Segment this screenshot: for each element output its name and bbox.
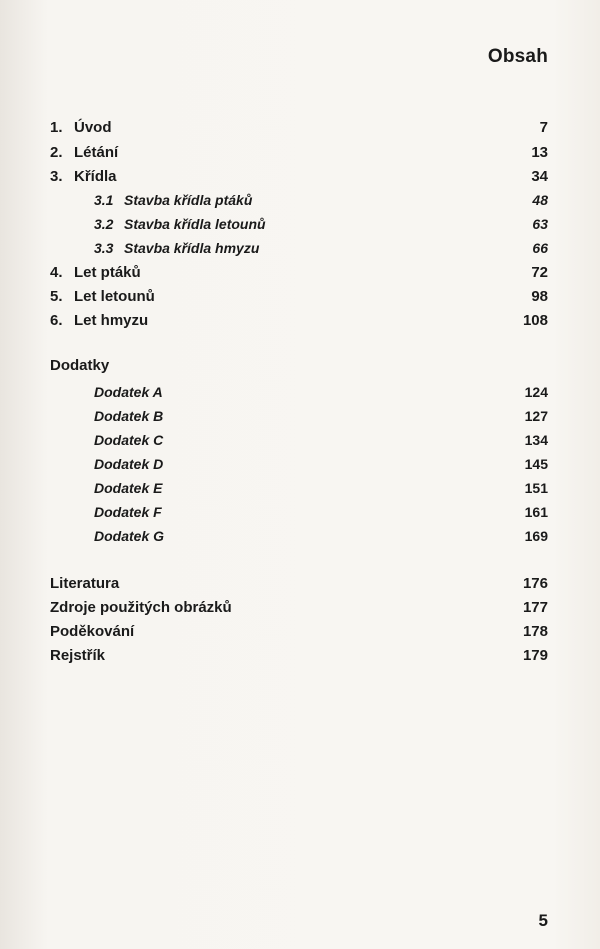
page-number: 72 [531,263,548,281]
toc-entry-section-3-1 [50,189,548,211]
chapter-number: 1. [50,118,63,136]
entry-label: Rejstřík [50,646,106,664]
appendix-label: Dodatek G [94,528,165,544]
chapter-label: Let letounů [74,287,155,305]
toc-entry-chapter-6 [50,309,548,331]
page-number: 66 [532,240,548,256]
toc-entry-chapter-1 [50,116,548,138]
page-number: 48 [532,192,548,208]
chapter-label: Let ptáků [74,263,141,281]
chapter-number: 6. [50,311,63,329]
toc-entry-appendix-f [50,501,548,523]
page-number: 98 [531,287,548,305]
chapter-label: Létání [74,143,119,161]
entry-label: Zdroje použitých obrázků [50,598,232,616]
page-number: 34 [531,167,548,185]
toc-entry-section-3-3 [50,237,548,259]
section-number: 3.3 [94,240,114,256]
appendix-label: Dodatek A [94,384,163,400]
page-number: 177 [522,598,548,616]
entry-label: Poděkování [50,622,135,640]
page-number: 178 [522,622,548,640]
chapter-label: Úvod [74,118,112,136]
chapter-number: 2. [50,143,63,161]
section-number: 3.2 [94,216,114,232]
toc-entry-section-3-2 [50,213,548,235]
appendix-label: Dodatek E [94,480,163,496]
page-number: 127 [524,408,548,424]
page-number: 145 [524,456,548,472]
chapter-label: Let hmyzu [74,311,149,329]
appendix-label: Dodatek B [94,408,164,424]
folio-page-number: 5 [538,911,548,930]
toc-entry-podekovani [50,620,548,642]
page-number: 151 [524,480,548,496]
page-number: 7 [539,118,548,136]
page-number: 108 [522,311,548,329]
chapter-number: 5. [50,287,63,305]
appendix-label: Dodatek C [94,432,164,448]
appendix-label: Dodatek D [94,456,164,472]
toc-entry-chapter-3 [50,165,548,187]
entry-label: Literatura [50,574,120,592]
chapter-number: 3. [50,167,63,185]
toc-entry-chapter-2 [50,141,548,163]
page-number: 63 [532,216,548,232]
page-number: 134 [524,432,548,448]
page-number: 169 [524,528,548,544]
appendix-heading: Dodatky [50,357,110,374]
toc-entry-chapter-4 [50,261,548,283]
toc-entry-literatura [50,572,548,594]
page-number: 179 [522,646,548,664]
chapter-label: Křídla [74,167,117,185]
page-title: Obsah [487,46,548,67]
section-number: 3.1 [94,192,114,208]
section-label: Stavba křídla ptáků [124,192,253,208]
section-label: Stavba křídla letounů [124,216,266,232]
toc-entry-rejstrik [50,644,548,666]
page-number: 161 [524,504,548,520]
page-number: 13 [531,143,548,161]
toc-entry-appendix-g [50,525,548,547]
toc-entry-appendix-d [50,453,548,475]
toc-entry-appendix-e [50,477,548,499]
toc-entry-chapter-5 [50,285,548,307]
page-number: 176 [522,574,548,592]
chapter-number: 4. [50,263,63,281]
toc-entry-appendix-b [50,405,548,427]
toc-entry-zdroje [50,596,548,618]
section-label: Stavba křídla hmyzu [124,240,260,256]
toc-entry-appendix-c [50,429,548,451]
appendix-label: Dodatek F [94,504,162,520]
page-number: 124 [524,384,548,400]
toc-entry-appendix-a [50,381,548,403]
